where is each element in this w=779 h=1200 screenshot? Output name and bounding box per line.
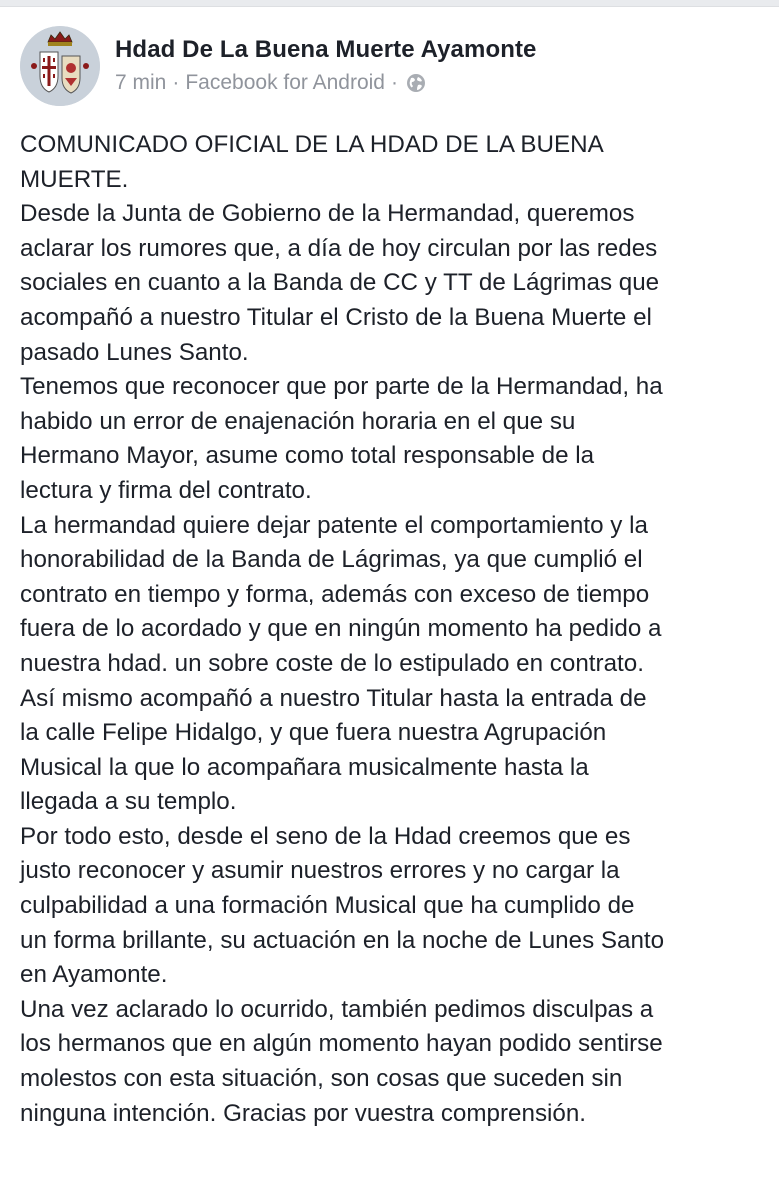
post-text-line: Tenemos que reconocer que por parte de la Hermandad, ha (20, 373, 663, 401)
post-text-line: llegada a su templo. (20, 788, 237, 816)
post-text-line: Una vez aclarado lo ocurrido, también pedimos disculpas a (20, 995, 654, 1023)
globe-icon[interactable] (406, 73, 426, 93)
post-text-line: La hermandad quiere dejar patente el comportamiento y la (20, 511, 648, 539)
post-text-line: MUERTE. (20, 165, 129, 193)
post-text-line: culpabilidad a una formación Musical que ha cumplido de (20, 892, 635, 920)
post-text-line: en Ayamonte. (20, 961, 168, 989)
post-text-line: molestos con esta situación, son cosas que suceden sin (20, 1065, 623, 1093)
avatar[interactable] (20, 26, 100, 106)
post-text-line: fuera de lo acordado y que en ningún momento ha pedido a (20, 615, 662, 643)
post-text-line: los hermanos que en algún momento hayan podido sentirse (20, 1030, 663, 1058)
post-text-line: contrato en tiempo y forma, además con exceso de tiempo (20, 580, 650, 608)
meta-separator: · (390, 71, 398, 94)
post-text-line: sociales en cuanto a la Banda de CC y TT de Lágrimas que (20, 269, 660, 297)
post-text-line: acompañó a nuestro Titular el Cristo de la Buena Muerte el (20, 303, 652, 331)
post-timestamp[interactable]: 7 min (115, 71, 167, 94)
post-meta (115, 69, 537, 97)
meta-separator: · (172, 71, 180, 94)
post-body (20, 128, 765, 1131)
post-text-line: un forma brillante, su actuación en la noche de Lunes Santo (20, 926, 665, 954)
post-text-line: habido un error de enajenación horaria en el que su (20, 407, 576, 435)
post-text-line: pasado Lunes Santo. (20, 338, 249, 366)
post-text-line: Por todo esto, desde el seno de la Hdad creemos que es (20, 822, 631, 850)
post-text-line: lectura y firma del contrato. (20, 476, 312, 504)
post-text-line: nuestra hdad. un sobre coste de lo estipulado en contrato. (20, 649, 644, 677)
top-divider (0, 0, 779, 7)
post-text-line: honorabilidad de la Banda de Lágrimas, ya que cumplió el (20, 546, 643, 574)
author-name[interactable]: Hdad De La Buena Muerte Ayamonte (115, 36, 537, 63)
post-text-line: Desde la Junta de Gobierno de la Hermandad, queremos (20, 200, 635, 228)
post-header-text (115, 35, 537, 97)
post-text-line: Musical la que lo acompañara musicalmente hasta la (20, 753, 589, 781)
post-text-line: la calle Felipe Hidalgo, y que fuera nuestra Agrupación (20, 719, 607, 747)
post-text-line: Así mismo acompañó a nuestro Titular hasta la entrada de (20, 684, 647, 712)
post-source: Facebook for Android (185, 71, 385, 94)
post-text-line: Hermano Mayor, asume como total responsable de la (20, 442, 595, 470)
post-text-line: ninguna intención. Gracias por vuestra comprensión. (20, 1099, 587, 1127)
post-text-line: COMUNICADO OFICIAL DE LA HDAD DE LA BUENA (20, 131, 604, 158)
post-text-line: aclarar los rumores que, a día de hoy circulan por las redes (20, 234, 658, 262)
post-text-line: justo reconocer y asumir nuestros errores y no cargar la (20, 857, 620, 885)
post-header (20, 26, 537, 106)
brotherhood-crest-icon (20, 26, 100, 106)
